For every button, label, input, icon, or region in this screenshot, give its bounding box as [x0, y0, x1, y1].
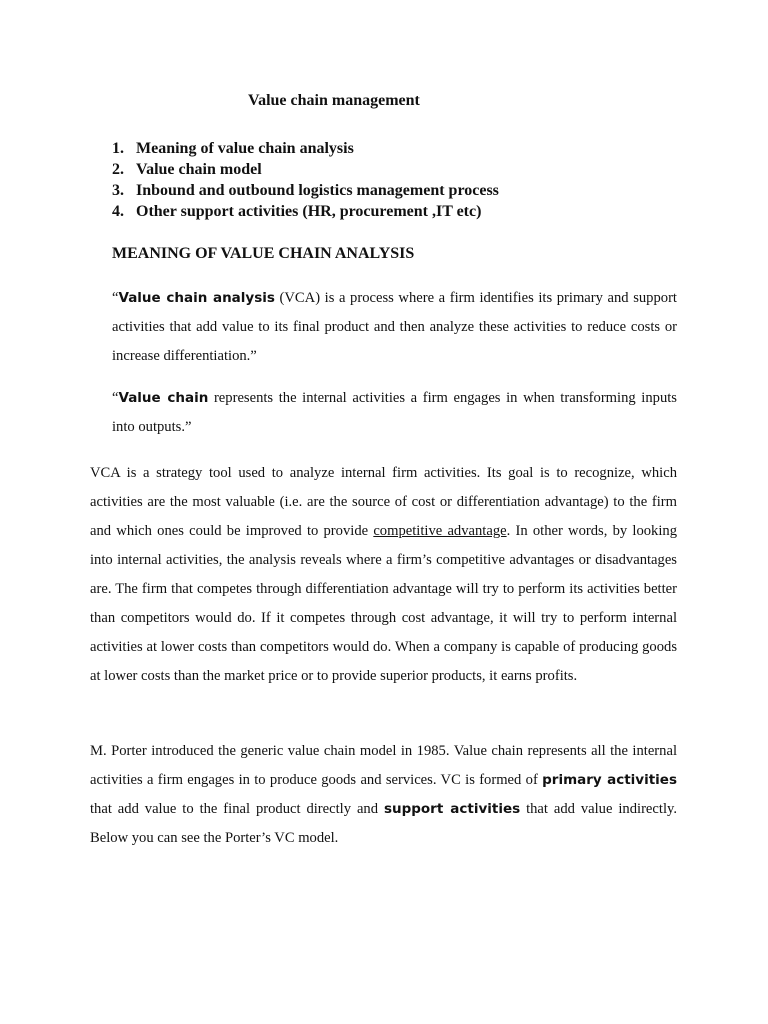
toc-item [112, 159, 499, 180]
defined-term: Value chain [118, 390, 209, 406]
definition-quote-vca [112, 284, 677, 371]
table-of-contents [112, 138, 499, 222]
toc-item [112, 138, 499, 159]
toc-item-text: Meaning of value chain analysis [136, 140, 354, 157]
toc-item-text: Other support activities (HR, procurement ,IT etc) [136, 203, 482, 220]
toc-item-number: 3. [112, 182, 124, 199]
paragraph-text: that add value indirectly. Below you can see the Porter’s VC model. [90, 801, 677, 846]
paragraph-text: that add value to the final product directly and [90, 801, 384, 817]
toc-item-number: 4. [112, 203, 124, 220]
bold-term-primary-activities: primary activities [542, 772, 677, 788]
definition-quote-value-chain [112, 384, 677, 442]
paragraph-text: M. Porter introduced the generic value chain model in 1985. Value chain represents all the internal activities a firm engages in to produce goods and services. VC is formed of [90, 743, 677, 788]
definition-text: represents the internal activities a firm engages in when transforming inputs into outputs.” [112, 390, 677, 435]
body-paragraph-porter [90, 737, 677, 853]
toc-item-text: Value chain model [136, 161, 262, 178]
toc-item-number: 2. [112, 161, 124, 178]
definition-text: (VCA) is a process where a firm identifies its primary and support activities that add value to its final product and then analyze these activities to reduce costs or increase differentiation.” [112, 290, 677, 364]
competitive-advantage-link[interactable]: competitive advantage [373, 523, 507, 539]
bold-term-support-activities: support activities [383, 801, 521, 817]
open-quote: “ [112, 290, 119, 306]
body-paragraph-vca [90, 459, 677, 691]
paragraph-text: VCA is a strategy tool used to analyze internal firm activities. Its goal is to recognize, which activities are the most valuable (i.e. are the source of cost or differentiation advantage) to the firm and which ones could be improved to provide [90, 465, 677, 539]
toc-item-number: 1. [112, 140, 124, 157]
paragraph-text: . In other words, by looking into internal activities, the analysis reveals where a firm’s competitive advantages or disadvantages are. The firm that competes through differentiation advantage will try to perform its activities better than competitors would do. If it competes through cost advantage, it will try to perform internal activities at lower costs than competitors would do. When a company is capable of producing goods at lower costs than the market price or to provide superior products, it earns profits. [90, 523, 677, 684]
document-title: Value chain management [248, 92, 420, 109]
section-heading: MEANING OF VALUE CHAIN ANALYSIS [112, 245, 415, 262]
open-quote: “ [112, 390, 119, 406]
toc-item-text: Inbound and outbound logistics management process [136, 182, 499, 199]
toc-item [112, 180, 499, 201]
toc-item [112, 201, 499, 222]
defined-term: Value chain analysis [118, 290, 275, 306]
